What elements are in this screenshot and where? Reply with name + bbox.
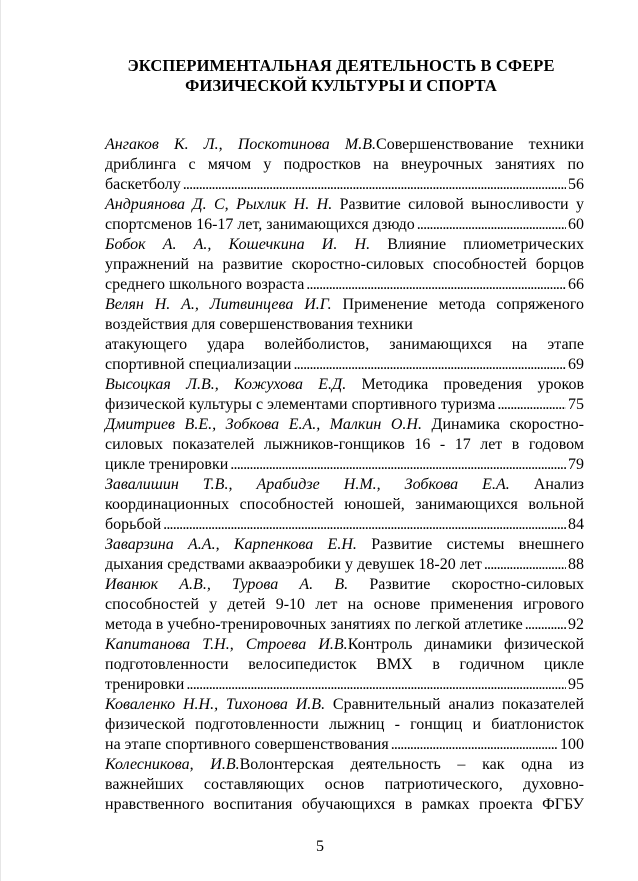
toc-title-text: Развитие системы внешнего bbox=[356, 536, 584, 553]
toc-entry-line bbox=[105, 375, 584, 395]
toc-authors: Ангаков К. Л., Поскотинова М.В. bbox=[105, 136, 377, 153]
toc-authors: Капитанова Т.Н., Строева И.В. bbox=[105, 636, 348, 653]
toc-entry-line bbox=[105, 215, 584, 235]
toc-entry-line bbox=[105, 675, 584, 695]
leader-dots bbox=[417, 215, 566, 235]
toc-title-text: Методика проведения уроков bbox=[346, 376, 584, 393]
toc-title-text: Применение метода сопряженого bbox=[331, 296, 585, 313]
toc-page-number: 84 bbox=[568, 516, 584, 533]
toc-entry-line: силовых показателей лыжников-гонщиков 16 - 17 лет в годовом bbox=[105, 436, 584, 453]
toc-title-text: дыхания средствами аквааэробики у девушек 18-20 лет bbox=[105, 556, 482, 573]
toc-page-number: 75 bbox=[568, 396, 584, 413]
toc-entry-line bbox=[105, 175, 584, 195]
toc-authors: Велян Н. А., Литвинцева И.Г. bbox=[105, 296, 332, 313]
toc-title-text: Контроль динамики физической bbox=[347, 636, 585, 653]
toc-page-number: 79 bbox=[568, 456, 584, 473]
leader-dots bbox=[525, 615, 566, 635]
toc-entry-line bbox=[105, 615, 584, 635]
toc-title-text: физической культуры с элементами спортивного туризма bbox=[105, 396, 496, 413]
toc-authors: Иванюк А.В., Турова А. В. bbox=[105, 576, 349, 593]
toc-page-number: 88 bbox=[568, 556, 584, 573]
toc-title-text: метода в учебно-тренировочных занятиях по легкой атлетике bbox=[105, 616, 523, 633]
leader-dots bbox=[391, 735, 558, 755]
toc-entry-line bbox=[105, 235, 584, 255]
toc-title-text: среднего школьного возраста bbox=[105, 276, 305, 293]
toc-entry-line bbox=[105, 575, 584, 595]
toc-title-text: Развитие силовой выносливости у bbox=[332, 196, 584, 213]
toc-entry-line bbox=[105, 195, 584, 215]
toc-entry-line: способностей у детей 9-10 лет на основе применения игрового bbox=[105, 596, 584, 613]
toc-authors: Высоцкая Л.В., Кожухова Е.Д. bbox=[105, 376, 347, 393]
leader-dots bbox=[293, 355, 566, 375]
leader-dots bbox=[484, 555, 566, 575]
toc-entry-line: физической подготовленности лыжниц - гонщиц и биатлонисток bbox=[105, 716, 584, 733]
toc-page-number: 92 bbox=[568, 616, 584, 633]
toc-authors: Бобок А. А., Кошечкина И. Н. bbox=[105, 236, 371, 253]
toc-entry-line: упражнений на развитие скоростно-силовых способностей борцов bbox=[105, 256, 584, 273]
toc-authors: Завалишин Т.В., Арабидзе Н.М., Зобкова Е.А. bbox=[105, 476, 510, 493]
toc-entry-line bbox=[105, 555, 584, 575]
leader-dots bbox=[230, 455, 566, 475]
toc-authors: Андриянова Д. С, Рыхлик Н. Н. bbox=[105, 196, 333, 213]
toc-entry-line: воздействия для совершенствования техники bbox=[105, 316, 413, 333]
toc-entry-line bbox=[105, 695, 584, 715]
toc-title-text: Анализ bbox=[509, 476, 584, 493]
toc-title-text: Влияние плиометрических bbox=[370, 236, 584, 253]
toc-page-number: 66 bbox=[568, 276, 584, 293]
toc-page-number: 95 bbox=[568, 676, 584, 693]
toc-entry-line bbox=[105, 755, 584, 775]
toc-authors: Заварзина А.А., Карпенкова Е.Н. bbox=[105, 536, 357, 553]
toc-entry-line bbox=[105, 735, 584, 755]
toc-title-text: на этапе спортивного совершенствования bbox=[105, 736, 389, 753]
toc-page-number: 100 bbox=[560, 736, 584, 753]
toc-entry-line bbox=[105, 455, 584, 475]
toc-title-text: Совершенствование техники bbox=[376, 136, 584, 153]
leader-dots bbox=[183, 175, 566, 195]
toc-page-number: 69 bbox=[568, 356, 584, 373]
page-number: 5 bbox=[316, 838, 324, 855]
toc-entry-line: важнейших составляющих основ патриотического, духовно- bbox=[105, 776, 584, 793]
toc-entry-line bbox=[105, 395, 584, 415]
toc-entry-line: координационных способностей юношей, занимающихся вольной bbox=[105, 496, 584, 513]
toc-authors: Дмитриев В.Е., Зобкова Е.А., Малкин О.Н. bbox=[105, 416, 422, 433]
toc-title-text: борьбой bbox=[105, 516, 162, 533]
toc-page-number: 56 bbox=[568, 176, 584, 193]
toc-entry-line: атакующего удара волейболистов, занимающихся на этапе bbox=[105, 336, 584, 353]
toc-title-text: спортивной специализации bbox=[105, 356, 292, 373]
toc-title-text: цикле тренировки bbox=[105, 456, 229, 473]
toc-title-text: тренировки bbox=[105, 676, 185, 693]
toc-title-text: Динамика скоростно- bbox=[421, 416, 584, 433]
toc-entry-line bbox=[105, 635, 584, 655]
toc-entry-line bbox=[105, 515, 584, 535]
toc-title-text: спортсменов 16-17 лет, занимающихся дзюдо bbox=[105, 216, 415, 233]
toc-authors: Колесникова, И.В. bbox=[105, 756, 240, 773]
toc-entry-line: подготовленности велосипедисток ВМХ в годичном цикле bbox=[105, 656, 584, 673]
section-title-line-2: ФИЗИЧЕСКОЙ КУЛЬТУРЫ И СПОРТА bbox=[185, 76, 497, 95]
toc-entry-line: нравственного воспитания обучающихся в рамках проекта ФГБУ bbox=[105, 796, 584, 813]
toc-title-text: Волонтерская деятельность – как одна из bbox=[239, 756, 584, 773]
toc-title-text: Развитие скоростно-силовых bbox=[348, 576, 584, 593]
leader-dots bbox=[163, 515, 566, 535]
section-title-line-1: ЭКСПЕРИМЕНТАЛЬНАЯ ДЕЯТЕЛЬНОСТЬ В СФЕРЕ bbox=[127, 56, 555, 75]
toc-entry-line bbox=[105, 135, 584, 155]
toc-authors: Коваленко Н.Н., Тихонова И.В. bbox=[105, 696, 326, 713]
leader-dots bbox=[186, 675, 566, 695]
toc-title-text: баскетболу bbox=[105, 176, 181, 193]
toc-entry-line bbox=[105, 475, 584, 495]
toc-entry-line bbox=[105, 355, 584, 375]
toc-entry-line bbox=[105, 415, 584, 435]
toc-entry-line: дриблинга с мячом у подростков на внеурочных занятиях по bbox=[105, 156, 584, 173]
leader-dots bbox=[497, 395, 566, 415]
toc-entry-line bbox=[105, 295, 584, 315]
leader-dots bbox=[306, 275, 566, 295]
toc-title-text: Сравнительный анализ показателей bbox=[325, 696, 584, 713]
toc-page-number: 60 bbox=[568, 216, 584, 233]
toc-entry-line bbox=[105, 535, 584, 555]
toc-entry-line bbox=[105, 275, 584, 295]
